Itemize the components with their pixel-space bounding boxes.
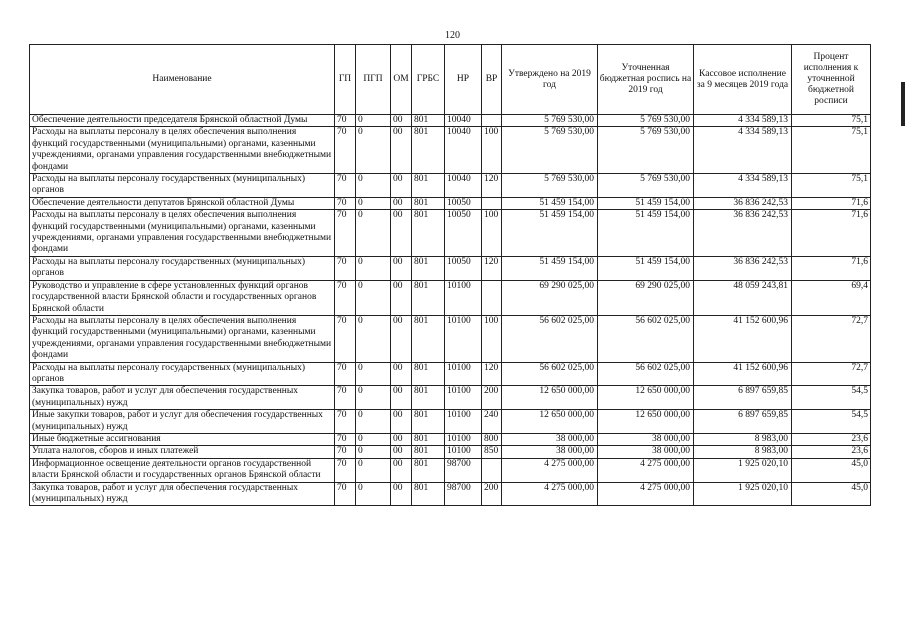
cell-refined: 51 459 154,00: [598, 256, 694, 280]
cell-approved: 4 275 000,00: [502, 458, 598, 482]
cell-refined: 5 769 530,00: [598, 115, 694, 127]
cell-gp: 70: [335, 433, 356, 445]
cell-name: Информационное освещение деятельности органов государственной власти Брянской области и государственных органов Брянской области: [30, 458, 335, 482]
cell-grbs: 801: [412, 280, 445, 315]
cell-cash: 6 897 659,85: [694, 386, 792, 410]
cell-approved: 5 769 530,00: [502, 127, 598, 174]
header-refined: Уточненная бюджетная роспись на 2019 год: [598, 45, 694, 115]
cell-percent: 23,6: [792, 433, 871, 445]
cell-approved: 38 000,00: [502, 446, 598, 458]
cell-approved: 56 602 025,00: [502, 315, 598, 362]
cell-cash: 8 983,00: [694, 446, 792, 458]
cell-refined: 12 650 000,00: [598, 386, 694, 410]
cell-ppgp: 0: [356, 433, 391, 445]
cell-percent: 72,7: [792, 315, 871, 362]
cell-om: 00: [391, 482, 412, 506]
table-row: [30, 197, 871, 209]
cell-om: 00: [391, 315, 412, 362]
cell-name: Иные закупки товаров, работ и услуг для обеспечения государственных (муниципальных) нужд: [30, 410, 335, 434]
cell-percent: 71,6: [792, 210, 871, 257]
cell-grbs: 801: [412, 410, 445, 434]
cell-cash: 4 334 589,13: [694, 127, 792, 174]
cell-ppgp: 0: [356, 197, 391, 209]
cell-ppgp: 0: [356, 362, 391, 386]
cell-np: 10100: [445, 362, 482, 386]
header-cash: Кассовое исполнение за 9 месяцев 2019 года: [694, 45, 792, 115]
cell-name: Обеспечение деятельности председателя Брянской областной Думы: [30, 115, 335, 127]
cell-name: Расходы на выплаты персоналу государственных (муниципальных) органов: [30, 256, 335, 280]
table-row: [30, 362, 871, 386]
cell-vr: 100: [482, 210, 502, 257]
cell-name: Закупка товаров, работ и услуг для обеспечения государственных (муниципальных) нужд: [30, 482, 335, 506]
cell-gp: 70: [335, 458, 356, 482]
table-body: [30, 115, 871, 506]
cell-name: Расходы на выплаты персоналу в целях обеспечения выполнения функций государственными (муниципальными) органами, казенными учреждениями, органами управления государственными внебюджетными фондами: [30, 127, 335, 174]
cell-percent: 45,0: [792, 458, 871, 482]
cell-grbs: 801: [412, 362, 445, 386]
cell-grbs: 801: [412, 210, 445, 257]
cell-np: 10100: [445, 386, 482, 410]
cell-name: Обеспечение деятельности депутатов Брянской областной Думы: [30, 197, 335, 209]
cell-approved: 51 459 154,00: [502, 256, 598, 280]
cell-np: 10050: [445, 197, 482, 209]
cell-percent: 23,6: [792, 446, 871, 458]
cell-refined: 12 650 000,00: [598, 410, 694, 434]
cell-cash: 4 334 589,13: [694, 115, 792, 127]
table-row: [30, 410, 871, 434]
table-row: [30, 458, 871, 482]
header-approved: Утверждено на 2019 год: [502, 45, 598, 115]
cell-refined: 38 000,00: [598, 433, 694, 445]
cell-vr: 240: [482, 410, 502, 434]
cell-gp: 70: [335, 446, 356, 458]
cell-percent: 75,1: [792, 127, 871, 174]
cell-name: Расходы на выплаты персоналу государственных (муниципальных) органов: [30, 174, 335, 198]
cell-np: 10050: [445, 210, 482, 257]
cell-refined: 5 769 530,00: [598, 174, 694, 198]
cell-vr: 800: [482, 433, 502, 445]
cell-cash: 36 836 242,53: [694, 256, 792, 280]
table-row: [30, 115, 871, 127]
header-vr: ВР: [482, 45, 502, 115]
table-row: [30, 386, 871, 410]
cell-ppgp: 0: [356, 315, 391, 362]
cell-np: 10040: [445, 174, 482, 198]
cell-grbs: 801: [412, 315, 445, 362]
cell-om: 00: [391, 433, 412, 445]
cell-cash: 41 152 600,96: [694, 315, 792, 362]
cell-refined: 4 275 000,00: [598, 482, 694, 506]
cell-percent: 45,0: [792, 482, 871, 506]
cell-np: 98700: [445, 458, 482, 482]
cell-approved: 51 459 154,00: [502, 197, 598, 209]
cell-om: 00: [391, 115, 412, 127]
cell-gp: 70: [335, 256, 356, 280]
cell-cash: 36 836 242,53: [694, 210, 792, 257]
cell-approved: 56 602 025,00: [502, 362, 598, 386]
cell-om: 00: [391, 446, 412, 458]
cell-np: 10100: [445, 446, 482, 458]
cell-vr: 100: [482, 127, 502, 174]
cell-vr: 100: [482, 315, 502, 362]
cell-grbs: 801: [412, 458, 445, 482]
cell-gp: 70: [335, 210, 356, 257]
cell-gp: 70: [335, 482, 356, 506]
cell-ppgp: 0: [356, 127, 391, 174]
cell-gp: 70: [335, 386, 356, 410]
cell-name: Расходы на выплаты персоналу в целях обеспечения выполнения функций государственными (муниципальными) органами, казенными учреждениями, органами управления государственными внебюджетными фондами: [30, 315, 335, 362]
cell-cash: 1 925 020,10: [694, 458, 792, 482]
cell-ppgp: 0: [356, 482, 391, 506]
cell-om: 00: [391, 197, 412, 209]
cell-ppgp: 0: [356, 410, 391, 434]
cell-name: Закупка товаров, работ и услуг для обеспечения государственных (муниципальных) нужд: [30, 386, 335, 410]
cell-grbs: 801: [412, 127, 445, 174]
cell-om: 00: [391, 256, 412, 280]
cell-cash: 41 152 600,96: [694, 362, 792, 386]
cell-percent: 75,1: [792, 115, 871, 127]
cell-percent: 71,6: [792, 197, 871, 209]
cell-gp: 70: [335, 315, 356, 362]
cell-approved: 12 650 000,00: [502, 410, 598, 434]
cell-grbs: 801: [412, 482, 445, 506]
cell-ppgp: 0: [356, 458, 391, 482]
cell-cash: 48 059 243,81: [694, 280, 792, 315]
budget-table: [29, 44, 871, 506]
cell-om: 00: [391, 280, 412, 315]
cell-percent: 54,5: [792, 410, 871, 434]
table-row: [30, 256, 871, 280]
cell-percent: 72,7: [792, 362, 871, 386]
cell-cash: 4 334 589,13: [694, 174, 792, 198]
cell-name: Уплата налогов, сборов и иных платежей: [30, 446, 335, 458]
cell-np: 10100: [445, 433, 482, 445]
header-np: НР: [445, 45, 482, 115]
cell-refined: 4 275 000,00: [598, 458, 694, 482]
cell-np: 10040: [445, 115, 482, 127]
cell-grbs: 801: [412, 197, 445, 209]
cell-grbs: 801: [412, 433, 445, 445]
cell-gp: 70: [335, 174, 356, 198]
cell-ppgp: 0: [356, 115, 391, 127]
cell-refined: 5 769 530,00: [598, 127, 694, 174]
cell-vr: 120: [482, 256, 502, 280]
page-edge-mark: [901, 82, 905, 126]
cell-approved: 38 000,00: [502, 433, 598, 445]
header-name: Наименование: [30, 45, 335, 115]
cell-vr: 120: [482, 362, 502, 386]
cell-refined: 56 602 025,00: [598, 362, 694, 386]
cell-approved: 12 650 000,00: [502, 386, 598, 410]
cell-vr: 200: [482, 386, 502, 410]
header-row: [30, 45, 871, 115]
cell-grbs: 801: [412, 386, 445, 410]
table-row: [30, 127, 871, 174]
cell-approved: 69 290 025,00: [502, 280, 598, 315]
cell-om: 00: [391, 386, 412, 410]
cell-cash: 36 836 242,53: [694, 197, 792, 209]
cell-ppgp: 0: [356, 174, 391, 198]
cell-grbs: 801: [412, 174, 445, 198]
cell-om: 00: [391, 127, 412, 174]
cell-vr: 120: [482, 174, 502, 198]
cell-gp: 70: [335, 410, 356, 434]
cell-refined: 51 459 154,00: [598, 210, 694, 257]
table-row: [30, 315, 871, 362]
cell-ppgp: 0: [356, 280, 391, 315]
cell-name: Расходы на выплаты персоналу в целях обеспечения выполнения функций государственными (муниципальными) органами, казенными учреждениями, органами управления государственными внебюджетными фондами: [30, 210, 335, 257]
cell-refined: 38 000,00: [598, 446, 694, 458]
cell-percent: 75,1: [792, 174, 871, 198]
header-ppgp: ПГП: [356, 45, 391, 115]
cell-grbs: 801: [412, 446, 445, 458]
cell-ppgp: 0: [356, 446, 391, 458]
cell-vr: [482, 197, 502, 209]
table-row: [30, 174, 871, 198]
cell-vr: [482, 458, 502, 482]
page-number: 120: [445, 30, 460, 41]
header-om: ОМ: [391, 45, 412, 115]
table-header: [30, 45, 871, 115]
cell-ppgp: 0: [356, 210, 391, 257]
cell-refined: 69 290 025,00: [598, 280, 694, 315]
cell-gp: 70: [335, 115, 356, 127]
table-row: [30, 210, 871, 257]
cell-approved: 5 769 530,00: [502, 115, 598, 127]
cell-name: Расходы на выплаты персоналу государственных (муниципальных) органов: [30, 362, 335, 386]
cell-np: 98700: [445, 482, 482, 506]
cell-ppgp: 0: [356, 386, 391, 410]
cell-om: 00: [391, 410, 412, 434]
cell-percent: 71,6: [792, 256, 871, 280]
table-row: [30, 446, 871, 458]
cell-cash: 6 897 659,85: [694, 410, 792, 434]
cell-grbs: 801: [412, 115, 445, 127]
table-row: [30, 433, 871, 445]
table-row: [30, 482, 871, 506]
cell-om: 00: [391, 362, 412, 386]
cell-om: 00: [391, 174, 412, 198]
header-percent: Процент исполнения к уточненной бюджетной росписи: [792, 45, 871, 115]
cell-gp: 70: [335, 280, 356, 315]
cell-percent: 54,5: [792, 386, 871, 410]
cell-grbs: 801: [412, 256, 445, 280]
cell-approved: 5 769 530,00: [502, 174, 598, 198]
cell-np: 10100: [445, 280, 482, 315]
cell-vr: [482, 280, 502, 315]
cell-cash: 8 983,00: [694, 433, 792, 445]
cell-vr: [482, 115, 502, 127]
cell-gp: 70: [335, 362, 356, 386]
cell-refined: 56 602 025,00: [598, 315, 694, 362]
cell-om: 00: [391, 210, 412, 257]
table-row: [30, 280, 871, 315]
cell-ppgp: 0: [356, 256, 391, 280]
cell-percent: 69,4: [792, 280, 871, 315]
cell-vr: 200: [482, 482, 502, 506]
cell-cash: 1 925 020,10: [694, 482, 792, 506]
cell-name: Руководство и управление в сфере установленных функций органов государственной власти Брянской области и государственных органов Брянской области: [30, 280, 335, 315]
cell-gp: 70: [335, 127, 356, 174]
cell-np: 10040: [445, 127, 482, 174]
cell-refined: 51 459 154,00: [598, 197, 694, 209]
cell-om: 00: [391, 458, 412, 482]
header-gp: ГП: [335, 45, 356, 115]
cell-np: 10050: [445, 256, 482, 280]
cell-approved: 51 459 154,00: [502, 210, 598, 257]
cell-gp: 70: [335, 197, 356, 209]
cell-np: 10100: [445, 315, 482, 362]
cell-vr: 850: [482, 446, 502, 458]
cell-approved: 4 275 000,00: [502, 482, 598, 506]
header-grbs: ГРБС: [412, 45, 445, 115]
cell-name: Иные бюджетные ассигнования: [30, 433, 335, 445]
cell-np: 10100: [445, 410, 482, 434]
